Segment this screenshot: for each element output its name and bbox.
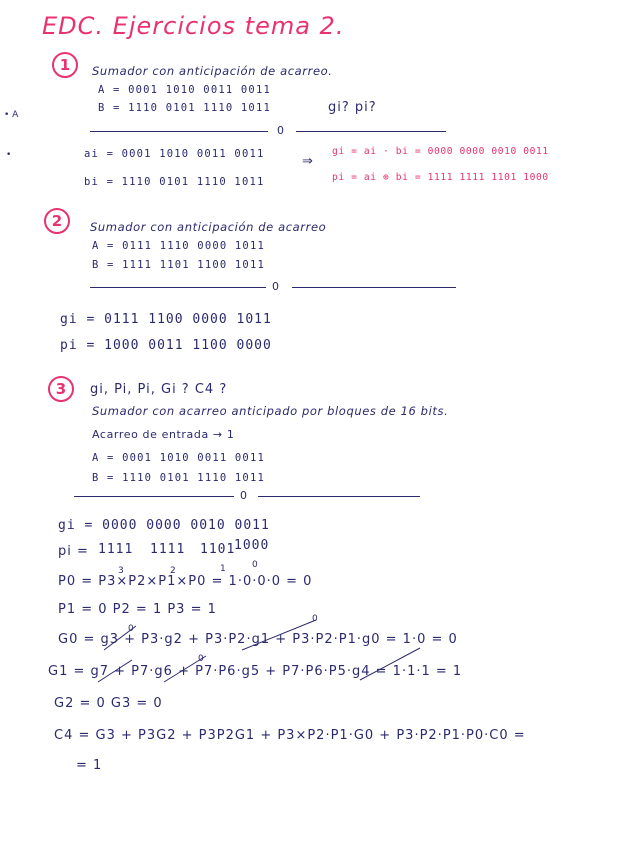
- ex2-operand-a: A = 0111 1110 0000 1011: [92, 240, 265, 252]
- pi-group-0: 1000: [234, 538, 270, 553]
- ex1-pi-result: pi = ai ⊕ bi = 1111 1111 1101 1000: [332, 172, 549, 183]
- ex3-G0: G0 = g3 + P3·g2 + P3·P2·g1 + P3·P2·P1·g0 = 1·0 = 0: [58, 632, 458, 647]
- annotation-zero: 0: [312, 614, 319, 624]
- pi-group-index: 0: [252, 560, 259, 570]
- ex3-carry-in: Acarreo de entrada → 1: [92, 428, 235, 441]
- ex2-gi-result: gi = 0111 1100 0000 1011: [60, 312, 272, 327]
- ex1-operand-a: A = 0001 1010 0011 0011: [98, 84, 271, 96]
- ex1-operand-b: B = 1110 0101 1110 1011: [98, 102, 271, 114]
- exercise-2-heading: Sumador con anticipación de acarreo: [90, 220, 327, 234]
- pi-group-1: 1101: [200, 542, 236, 557]
- ex3-C4-result: = 1: [76, 758, 103, 773]
- ex1-bi: bi = 1110 0101 1110 1011: [84, 176, 265, 188]
- ex3-G1: G1 = g7 + P7·g6 + P7·P6·g5 + P7·P6·P5·g4 = 1·1·1 = 1: [48, 664, 463, 679]
- margin-mark: •: [6, 150, 12, 160]
- ex3-pi-label: pi =: [58, 544, 89, 559]
- ex3-P0: P0 = P3×P2×P1×P0 = 1·0·0·0 = 0: [58, 574, 313, 589]
- ex3-P1-P2-P3: P1 = 0 P2 = 1 P3 = 1: [58, 602, 217, 617]
- separator-circle: 0: [272, 280, 280, 293]
- pi-group-2: 1111: [150, 542, 186, 557]
- ex2-pi-result: pi = 1000 0011 1100 0000: [60, 338, 272, 353]
- page-title: EDC. Ejercicios tema 2.: [42, 12, 345, 40]
- exercise-1-number: 1: [52, 52, 78, 78]
- ex3-C4: C4 = G3 + P3G2 + P3P2G1 + P3×P2·P1·G0 + P3·P2·P1·P0·C0 =: [54, 728, 526, 743]
- ex1-gi-result: gi = ai · bi = 0000 0000 0010 0011: [332, 146, 549, 157]
- ex3-operand-a: A = 0001 1010 0011 0011: [92, 452, 265, 464]
- pi-group-3: 1111: [98, 542, 134, 557]
- ex3-G2-G3: G2 = 0 G3 = 0: [54, 696, 163, 711]
- pi-group-index: 3: [118, 566, 125, 576]
- exercise-3-number: 3: [48, 376, 74, 402]
- exercise-3-heading: Sumador con acarreo anticipado por bloques de 16 bits.: [92, 404, 449, 418]
- ex1-question: gi? pi?: [328, 100, 377, 115]
- implies-arrow: ⇒: [302, 154, 314, 169]
- ex1-ai: ai = 0001 1010 0011 0011: [84, 148, 265, 160]
- ex3-gi-result: gi = 0000 0000 0010 0011: [58, 518, 270, 533]
- separator-circle: 0: [240, 489, 248, 502]
- exercise-1-heading: Sumador con anticipación de acarreo.: [92, 64, 333, 78]
- exercise-2-number: 2: [44, 208, 70, 234]
- ex3-operand-b: B = 1110 0101 1110 1011: [92, 472, 265, 484]
- margin-mark: • A: [4, 110, 19, 120]
- ex2-operand-b: B = 1111 1101 1100 1011: [92, 259, 265, 271]
- pi-group-index: 2: [170, 566, 177, 576]
- separator-circle: 0: [277, 124, 285, 137]
- annotation-zero: 0: [198, 654, 205, 664]
- annotation-zero: 0: [128, 624, 135, 634]
- pi-group-index: 1: [220, 564, 227, 574]
- exercise-3-question: gi, Pi, Pi, Gi ? C4 ?: [90, 382, 228, 397]
